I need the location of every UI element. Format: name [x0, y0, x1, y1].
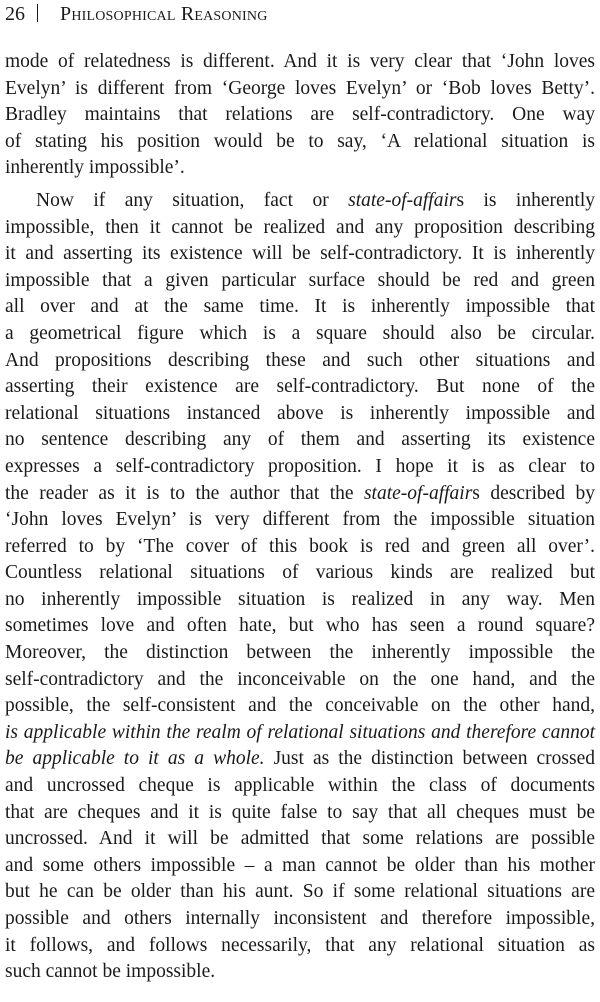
text-run: no sentence describing any of them and asserting its existence — [5, 429, 595, 451]
text-line — [5, 188, 595, 215]
text-line — [5, 613, 595, 640]
text-line — [5, 427, 595, 454]
text-run: uncrossed. And it will be admitted that some relations are possible — [5, 828, 595, 850]
text-line — [5, 454, 595, 481]
text-line — [5, 640, 595, 667]
text-line — [5, 560, 595, 587]
text-line — [5, 959, 595, 986]
text-line — [5, 374, 595, 401]
text-run: s is inherently — [456, 189, 595, 211]
text-run: expresses a self-contradictory proposition. I hope it is as clear to — [5, 455, 595, 477]
text-run: And propositions describing these and such other situations and — [5, 349, 595, 371]
running-title: Philosophical Reasoning — [60, 3, 268, 25]
text-line — [5, 268, 595, 295]
text-line — [5, 933, 595, 960]
text-line — [5, 720, 595, 747]
text-run: Bradley maintains that relations are self-contradictory. One way — [5, 104, 595, 126]
paragraph-2 — [5, 188, 595, 986]
text-line — [5, 401, 595, 428]
text-line — [5, 241, 595, 268]
text-line — [5, 587, 595, 614]
text-line — [5, 321, 595, 348]
paragraph-1 — [5, 49, 595, 182]
text-line — [5, 129, 595, 156]
text-run: all over and at the same time. It is inherently impossible that — [5, 296, 595, 318]
text-run: Countless relational situations of various kinds are realized but — [5, 562, 595, 584]
text-run: it and asserting its existence will be self-contradictory. It is inherently — [5, 243, 595, 265]
text-run: the reader as it is to the author that the — [5, 482, 364, 504]
text-line — [5, 534, 595, 561]
text-line — [5, 49, 595, 76]
text-line — [5, 773, 595, 800]
text-run: impossible, then it cannot be realized and any proposition describing — [5, 216, 595, 238]
header-divider — [37, 4, 38, 22]
text-run: possible, the self-consistent and the conceivable on the other hand, — [5, 695, 595, 717]
text-run: of stating his position would be to say, ‘A relational situation is — [5, 130, 595, 152]
text-line — [5, 667, 595, 694]
italic-text: is applicable within the realm of relational situations and therefore cannot — [5, 721, 595, 743]
text-line — [5, 507, 595, 534]
text-line — [5, 853, 595, 880]
text-line — [5, 102, 595, 129]
text-line — [5, 879, 595, 906]
text-run: no inherently impossible situation is realized in any way. Men — [5, 588, 595, 610]
text-run: referred to by ‘The cover of this book is red and green all over’. — [5, 535, 595, 557]
text-run: Just as the distinction between crossed — [264, 748, 595, 770]
text-run: Now if any situation, fact or — [36, 189, 349, 211]
text-run: ‘John loves Evelyn’ is very different from the impossible situation — [5, 509, 595, 531]
text-run: a geometrical figure which is a square should also be circular. — [5, 322, 595, 344]
text-run: and uncrossed cheque is applicable within the class of documents — [5, 775, 595, 797]
text-run: mode of relatedness is different. And it is very clear that ‘John loves — [5, 51, 595, 72]
italic-text: be applicable to it as a whole. — [5, 748, 265, 770]
text-line — [5, 76, 595, 103]
body-text — [5, 49, 595, 992]
italic-text: state-of-affair — [348, 189, 457, 211]
text-run: that are cheques and it is quite false to say that all cheques must be — [5, 801, 595, 823]
text-line — [5, 348, 595, 375]
text-run: impossible that a given particular surface should be red and green — [5, 269, 595, 291]
text-run: relational situations instanced above is inherently impossible and — [5, 402, 595, 424]
text-run: s described by — [472, 482, 595, 504]
text-run: inherently impossible’. — [5, 157, 185, 179]
italic-text: state-of-affair — [363, 482, 473, 504]
text-line — [5, 826, 595, 853]
text-line — [5, 215, 595, 242]
text-run: possible and others internally inconsistent and therefore impossible, — [5, 908, 595, 929]
text-line — [5, 481, 595, 508]
text-line — [5, 746, 595, 773]
text-run: it follows, and follows necessarily, that any relational situation as — [5, 934, 595, 956]
text-line — [5, 906, 595, 933]
text-line — [5, 294, 595, 321]
text-run: but he can be older than his aunt. So if some relational situations are — [5, 881, 595, 903]
text-run: self-contradictory and the inconceivable on the one hand, and the — [5, 668, 595, 690]
running-head — [5, 2, 595, 28]
text-run: sometimes love and often hate, but who has seen a round square? — [5, 615, 595, 637]
page-number: 26 — [5, 3, 25, 25]
text-line — [5, 155, 595, 182]
text-run: such cannot be impossible. — [5, 961, 216, 983]
text-run: asserting their existence are self-contradictory. But none of the — [5, 376, 595, 398]
text-run: Moreover, the distinction between the inherently impossible the — [5, 642, 595, 664]
text-line — [5, 693, 595, 720]
text-line — [5, 800, 595, 827]
text-run: and some others impossible – a man cannot be older than his mother — [5, 854, 595, 876]
text-run: Evelyn’ is different from ‘George loves Evelyn’ or ‘Bob loves Betty’. — [5, 77, 595, 99]
